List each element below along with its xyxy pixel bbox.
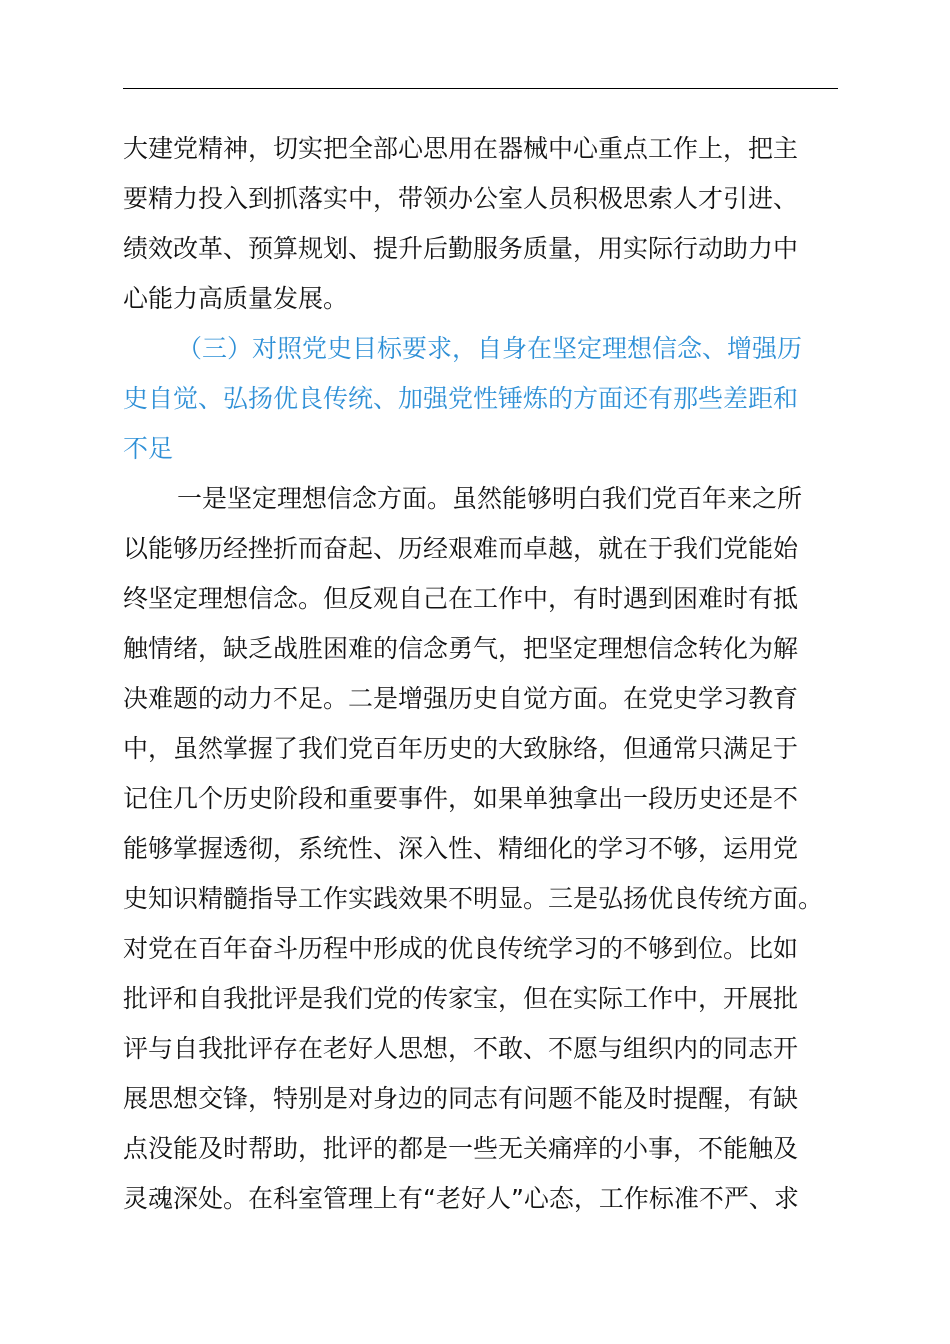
text-line: 点没能及时帮助，批评的都是一些无关痛痒的小事，不能触及 [123,1134,799,1163]
paragraph-top [123,124,853,324]
text-line: 触情绪，缺乏战胜困难的信念勇气，把坚定理想信念转化为解 [123,634,799,663]
heading-line: 不足 [123,434,174,463]
text-line: 以能够历经挫折而奋起、历经艰难而卓越，就在于我们党能始 [123,534,799,563]
text-line: 中，虽然掌握了我们党百年历史的大致脉络，但通常只满足于 [123,734,799,763]
paragraph-main [123,474,853,1224]
text-line: 展思想交锋，特别是对身边的同志有问题不能及时提醒，有缺 [123,1084,799,1113]
text-line: 能够掌握透彻，系统性、深入性、精细化的学习不够，运用党 [123,834,799,863]
text-line: 终坚定理想信念。但反观自己在工作中，有时遇到困难时有抵 [123,584,799,613]
heading-line: 史自觉、弘扬优良传统、加强党性锤炼的方面还有那些差距和 [123,384,799,413]
text-line: 灵魂深处。在科室管理上有“老好人”心态，工作标准不严、求 [123,1184,799,1213]
text-line: 心能力高质量发展。 [123,284,349,313]
text-line: 记住几个历史阶段和重要事件，如果单独拿出一段历史还是不 [123,784,799,813]
text-line: 大建党精神，切实把全部心思用在器械中心重点工作上，把主 [123,134,799,163]
text-line: 决难题的动力不足。二是增强历史自觉方面。在党史学习教育 [123,684,799,713]
document-body [123,124,853,1224]
text-line: 绩效改革、预算规划、提升后勤服务质量，用实际行动助力中 [123,234,799,263]
text-line: 对党在百年奋斗历程中形成的优良传统学习的不够到位。比如 [123,934,799,963]
text-line: 要精力投入到抓落实中，带领办公室人员积极思索人才引进、 [123,184,799,213]
section-heading [123,324,853,474]
header-rule [123,88,838,89]
text-line: 批评和自我批评是我们党的传家宝，但在实际工作中，开展批 [123,984,799,1013]
heading-line: （三）对照党史目标要求，自身在坚定理想信念、增强历 [177,334,803,363]
text-line: 评与自我批评存在老好人思想，不敢、不愿与组织内的同志开 [123,1034,799,1063]
text-line: 史知识精髓指导工作实践效果不明显。三是弘扬优良传统方面。 [123,884,824,913]
text-line: 一是坚定理想信念方面。虽然能够明白我们党百年来之所 [177,484,803,513]
